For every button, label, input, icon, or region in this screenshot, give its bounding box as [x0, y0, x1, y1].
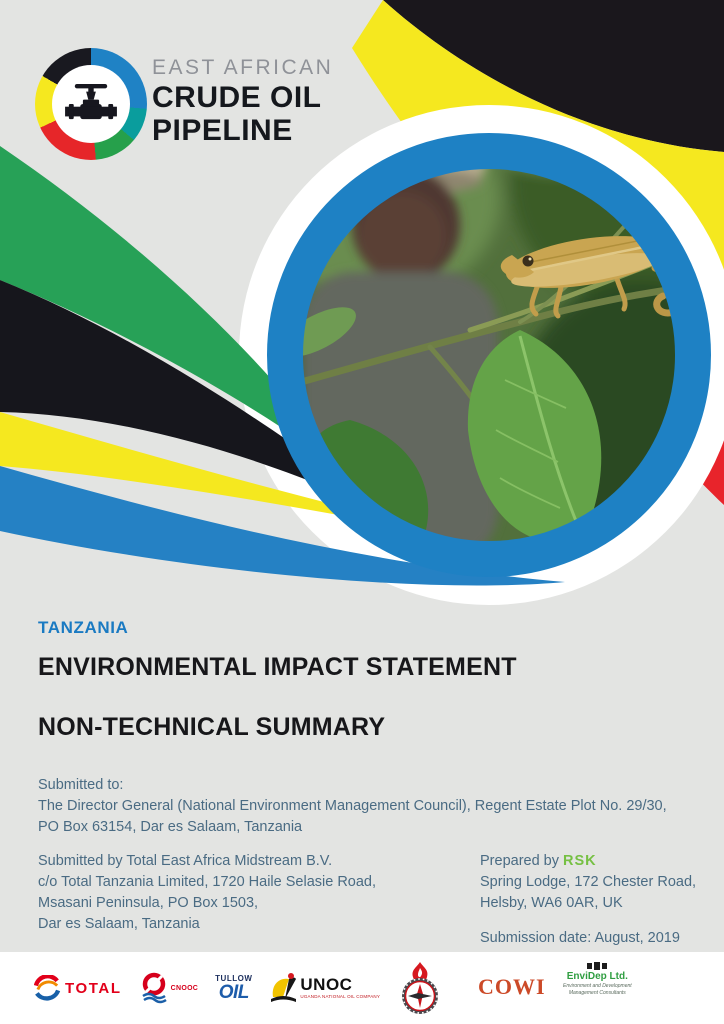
- tpdc-emblem-icon: [397, 960, 443, 1016]
- brand-line2: CRUDE OIL: [152, 81, 322, 114]
- country-title: TANZANIA: [38, 618, 129, 637]
- submitted-by-block: [38, 851, 458, 935]
- tpdc-logo: [397, 960, 443, 1016]
- submitted-to-block: [38, 775, 678, 838]
- envidep-icon: [586, 962, 608, 970]
- submitted-by-line1: Submitted by Total East Africa Midstream B.V.: [38, 853, 333, 869]
- eacop-logo: [35, 48, 334, 160]
- submitted-by-line3: Msasani Peninsula, PO Box 1503,: [38, 895, 259, 911]
- prepared-by-label: Prepared by: [480, 853, 559, 869]
- total-logo: TOTAL: [34, 975, 122, 1002]
- submitted-to-line1: The Director General (National Environment Management Council), Regent Estate Plot No. 29/30,: [38, 798, 667, 814]
- prepared-by-block: [480, 851, 710, 949]
- submitted-to-label: Submitted to:: [38, 777, 124, 793]
- envidep-logo: EnviDep Ltd. Environment and Development Management Consultants: [563, 962, 632, 996]
- cnooc-icon: [139, 972, 169, 1004]
- cowi-logo: COWI: [478, 974, 546, 999]
- cnooc-logo: CNOOC: [139, 972, 199, 1004]
- eacop-logo-ring: [35, 48, 147, 160]
- submission-date: Submission date: August, 2019: [480, 930, 680, 946]
- rsk-logo: RSK: [563, 853, 597, 869]
- submitted-by-line2: c/o Total Tanzania Limited, 1720 Haile Selasie Road,: [38, 874, 377, 890]
- document-subtitle: NON-TECHNICAL SUMMARY: [38, 713, 386, 741]
- submitted-to-line2: PO Box 63154, Dar es Salaam, Tanzania: [38, 819, 303, 835]
- prepared-by-line2: Helsby, WA6 0AR, UK: [480, 895, 623, 911]
- prepared-by-line1: Spring Lodge, 172 Chester Road,: [480, 874, 697, 890]
- total-globe-icon: [34, 975, 61, 1002]
- brand-line3: PIPELINE: [152, 114, 293, 147]
- unoc-logo: UNOC UGANDA NATIONAL OIL COMPANY: [269, 971, 380, 1005]
- title-block: [38, 618, 517, 742]
- logo-strip: [0, 952, 724, 1024]
- brand-line1: EAST AFRICAN: [152, 56, 334, 79]
- tullow-logo: TULLOW OIL: [215, 973, 253, 1003]
- submitted-by-line4: Dar es Salaam, Tanzania: [38, 916, 200, 932]
- unoc-crane-icon: [269, 971, 297, 1005]
- pipeline-valve-icon: [64, 77, 118, 131]
- document-title: ENVIRONMENTAL IMPACT STATEMENT: [38, 653, 517, 681]
- brand-wordmark: [152, 57, 412, 146]
